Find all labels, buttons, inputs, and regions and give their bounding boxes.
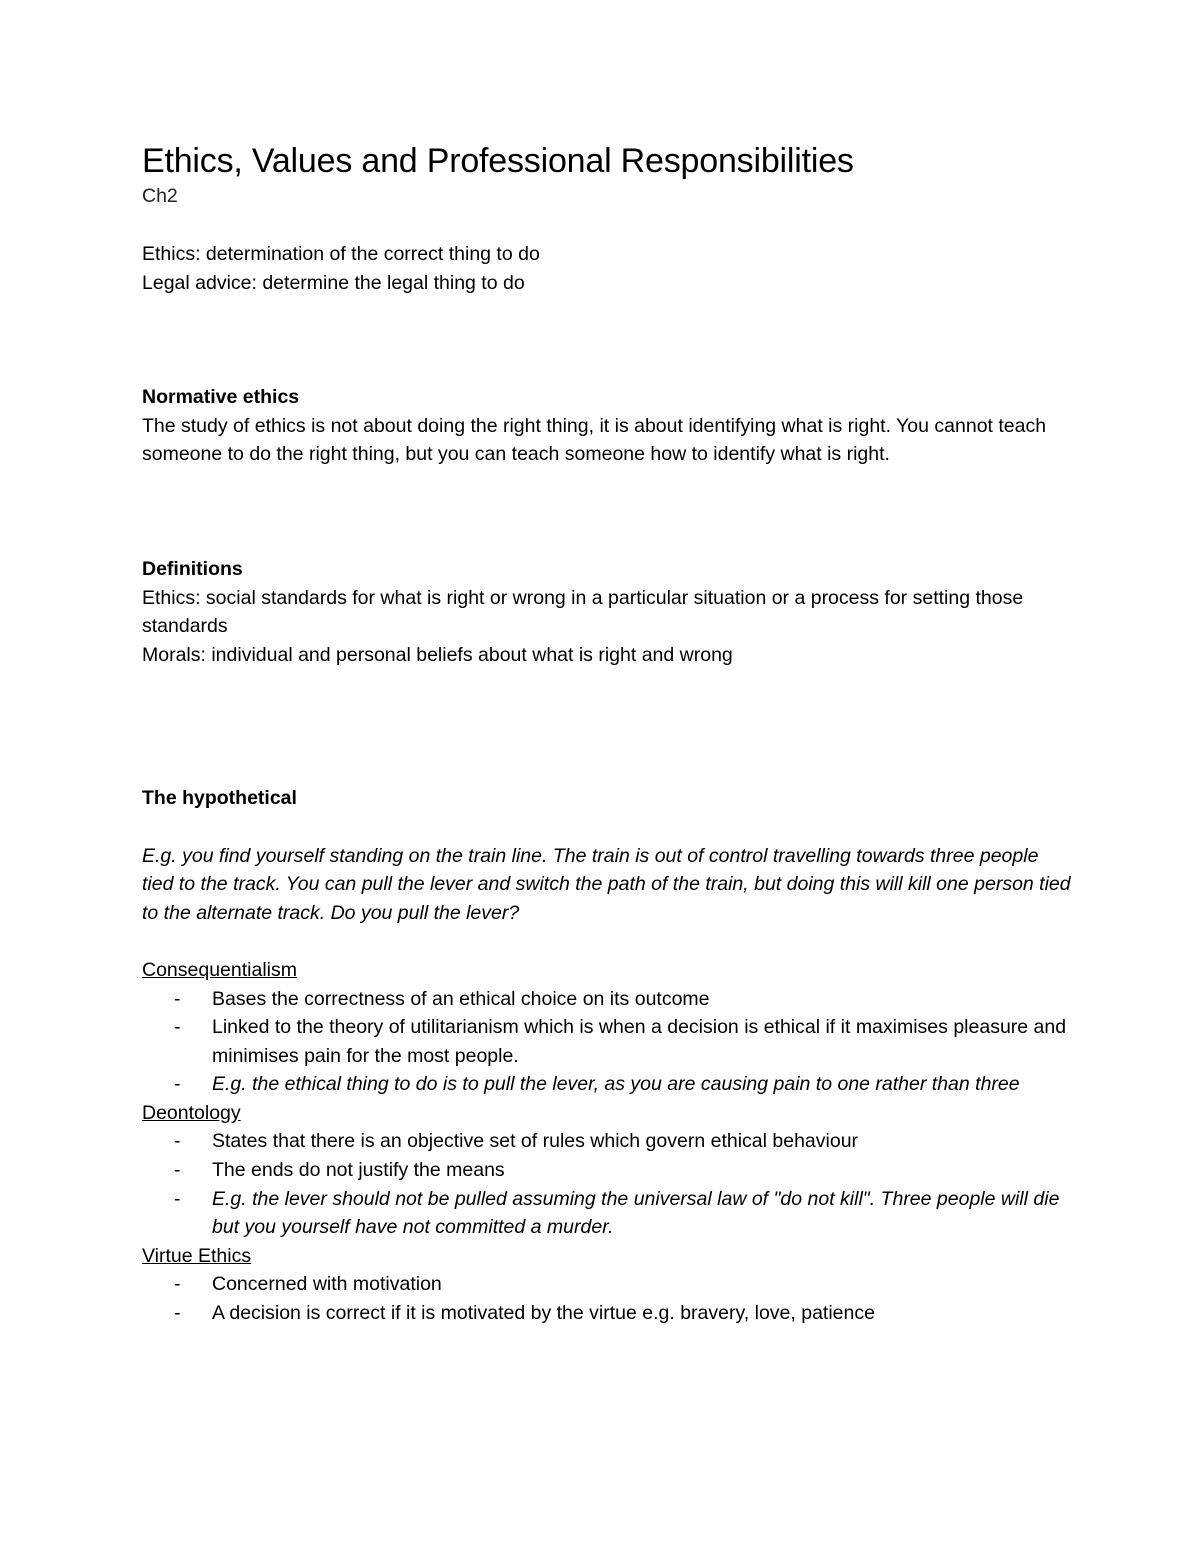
list-item [142,1013,1072,1070]
theory-heading-deontology: Deontology [142,1101,241,1124]
dash-bullet: - [174,1187,181,1210]
dash-bullet: - [174,1273,181,1296]
document-subtitle: Ch2 [142,185,178,207]
list-item-text: The ends do not justify the means [212,1159,505,1182]
section-heading-normative: Normative ethics [142,386,300,409]
list-item [142,1127,1072,1156]
list-item-text: States that there is an objective set of rules which govern ethical behaviour [212,1130,859,1153]
list-item-text: Bases the correctness of an ethical choice on its outcome [212,987,710,1010]
list-item [142,1185,1072,1242]
dash-bullet: - [174,987,181,1010]
dash-bullet: - [174,1016,181,1039]
theory-heading-consequentialism: Consequentialism [142,958,298,981]
document-content [142,140,1072,1328]
spacer [142,297,1072,383]
normative-body: The study of ethics is not about doing the right thing, it is about identifying what is right. You cannot teach someone to do the right thing, but you can teach someone how to identify what is right. [142,414,1047,466]
hypothetical-example: E.g. you find yourself standing on the train line. The train is out of control travelling towards three people tied to the track. You can pull the lever and switch the path of the train, but doing this will kill one person tied to the alternate track. Do you pull the lever? [142,844,1071,924]
deontology-list [142,1127,1072,1241]
section-heading-definitions: Definitions [142,557,243,580]
list-item-text: E.g. the lever should not be pulled assuming the universal law of "do not kill". Three people will die but you yourself have not committed a murder. [212,1187,1060,1239]
section-heading-hypothetical: The hypothetical [142,787,297,810]
list-item [142,1156,1072,1185]
intro-line-legal: Legal advice: determine the legal thing to do [142,271,525,294]
dash-bullet: - [174,1073,181,1096]
spacer [142,927,1072,956]
spacer [142,813,1072,842]
dash-bullet: - [174,1130,181,1153]
spacer [142,469,1072,555]
list-item [142,1299,1072,1328]
definition-morals: Morals: individual and personal beliefs about what is right and wrong [142,643,733,666]
virtue-ethics-list [142,1270,1072,1327]
theory-heading-virtue-ethics: Virtue Ethics [142,1244,252,1267]
list-item-text: E.g. the ethical thing to do is to pull the lever, as you are causing pain to one rather than three [212,1073,1020,1096]
list-item [142,985,1072,1014]
list-item-text: Concerned with motivation [212,1273,442,1296]
intro-line-ethics: Ethics: determination of the correct thing to do [142,243,540,265]
dash-bullet: - [174,1159,181,1182]
list-item [142,1270,1072,1299]
definition-ethics: Ethics: social standards for what is right or wrong in a particular situation or a process for setting those standards [142,586,1024,638]
spacer [142,669,1072,784]
list-item-text: A decision is correct if it is motivated by the virtue e.g. bravery, love, patience [212,1302,875,1325]
dash-bullet: - [174,1302,181,1325]
list-item [142,1070,1072,1099]
consequentialism-list [142,985,1072,1099]
document-title: Ethics, Values and Professional Responsibilities [142,142,854,180]
list-item-text: Linked to the theory of utilitarianism which is when a decision is ethical if it maximises pleasure and minimises pain for the most people. [212,1016,1067,1067]
